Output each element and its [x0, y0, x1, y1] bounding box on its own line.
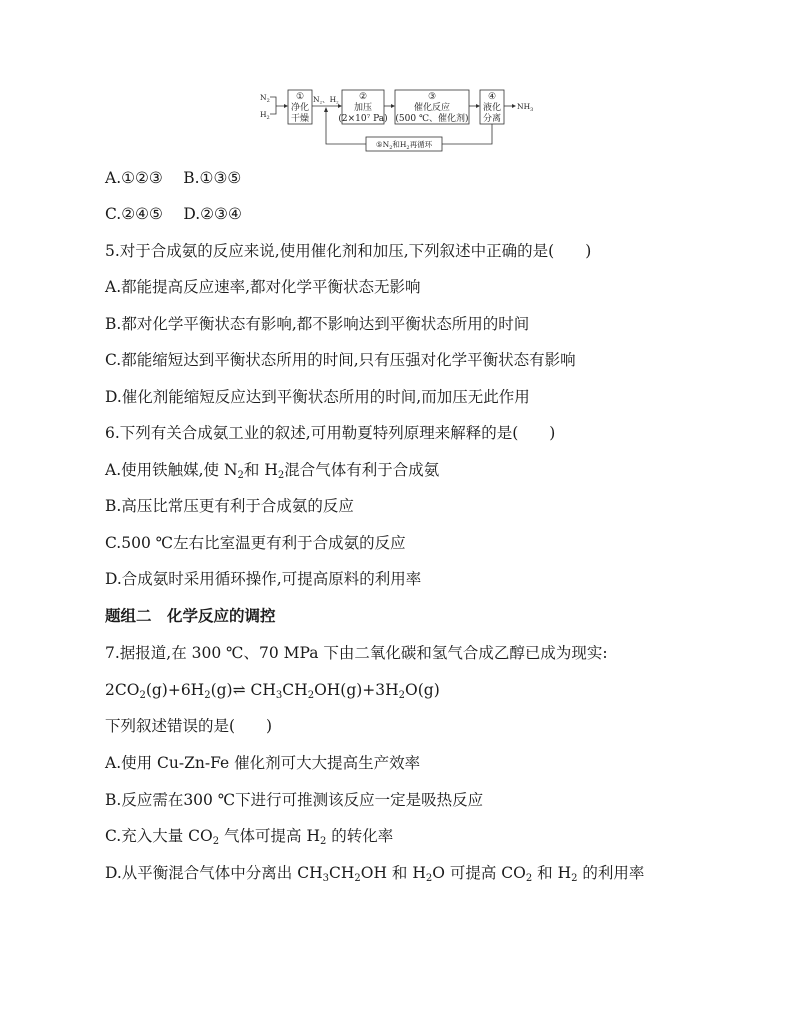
mid-n2-h2-label: $N_2$、$H_2$ — [313, 95, 339, 105]
q4-option-cd: C.②④⑤ D.②③④ — [105, 205, 242, 223]
output-nh3-label: $NH_3$ — [517, 102, 533, 113]
q6-option-a: A.使用铁触媒,使 $N_2$和 $H_2$混合气体有利于合成氨 — [105, 461, 440, 481]
recycle-label: $⑤N_2$和$H_2$再循环 — [375, 140, 433, 151]
q7-prompt: 下列叙述错误的是( ) — [105, 717, 273, 735]
q7-option-a: A.使用 Cu-Zn-Fe 催化剂可大大提高生产效率 — [105, 754, 421, 772]
box4-line2: 分离 — [482, 114, 502, 124]
box1-line2: 干燥 — [290, 114, 310, 124]
input-h2-label: $H_2$ — [260, 110, 270, 121]
q5-option-b: B.都对化学平衡状态有影响,都不影响达到平衡状态所用的时间 — [105, 315, 530, 333]
q4-option-ab: A.①②③ B.①③⑤ — [105, 169, 242, 187]
box3-line1: 催化反应 — [413, 103, 451, 113]
q7-option-d: D.从平衡混合气体中分离出 $CH_3CH_2OH$ 和 $H_2O$ 可提高 $CO_2$ 和 $H_2$ 的利用率 — [105, 864, 645, 884]
box2-num: ② — [358, 92, 368, 102]
box2-line2: (2×10⁷ Pa) — [338, 114, 388, 124]
q6-option-c: C.500 ℃左右比室温更有利于合成氨的反应 — [105, 534, 406, 552]
q6-option-b: B.高压比常压更有利于合成氨的反应 — [105, 497, 354, 515]
q5-option-c: C.都能缩短达到平衡状态所用的时间,只有压强对化学平衡状态有影响 — [105, 351, 576, 369]
box4-line1: 液化 — [482, 103, 502, 113]
q6-stem: 6.下列有关合成氨工业的叙述,可用勒夏特列原理来解释的是( ) — [105, 424, 556, 442]
box1-num: ① — [295, 92, 305, 102]
box3-line2: (500 ℃、催化剂) — [395, 114, 469, 124]
ammonia-process-flowchart — [258, 86, 533, 152]
q5-option-d: D.催化剂能缩短反应达到平衡状态所用的时间,而加压无此作用 — [105, 388, 530, 406]
box3-num: ③ — [427, 92, 437, 102]
section-heading: 题组二 化学反应的调控 — [105, 606, 276, 625]
q5-option-a: A.都能提高反应速率,都对化学平衡状态无影响 — [105, 278, 421, 296]
box2-line1: 加压 — [353, 103, 373, 113]
q7-stem: 7.据报道,在 300 ℃、70 MPa 下由二氧化碳和氢气合成乙醇已成为现实: — [105, 644, 608, 662]
q6-option-d: D.合成氨时采用循环操作,可提高原料的利用率 — [105, 570, 422, 588]
box1-line1: 净化 — [290, 103, 310, 113]
q7-option-c: C.充入大量 $CO_2$ 气体可提高 $H_2$ 的转化率 — [105, 827, 394, 847]
equilibrium-arrow-icon: ⇌ — [232, 681, 246, 699]
input-n2-label: $N_2$ — [260, 93, 270, 104]
q5-stem: 5.对于合成氨的反应来说,使用催化剂和加压,下列叙述中正确的是( ) — [105, 242, 592, 260]
q7-equation: $2CO_2(g)+6H_2(g)\rightleftharpoons$ $CH_3CH_2OH(g)+3H_2O(g)$ — [105, 681, 440, 701]
q7-option-b: B.反应需在300 ℃下进行可推测该反应一定是吸热反应 — [105, 791, 484, 809]
box4-num: ④ — [487, 92, 497, 102]
